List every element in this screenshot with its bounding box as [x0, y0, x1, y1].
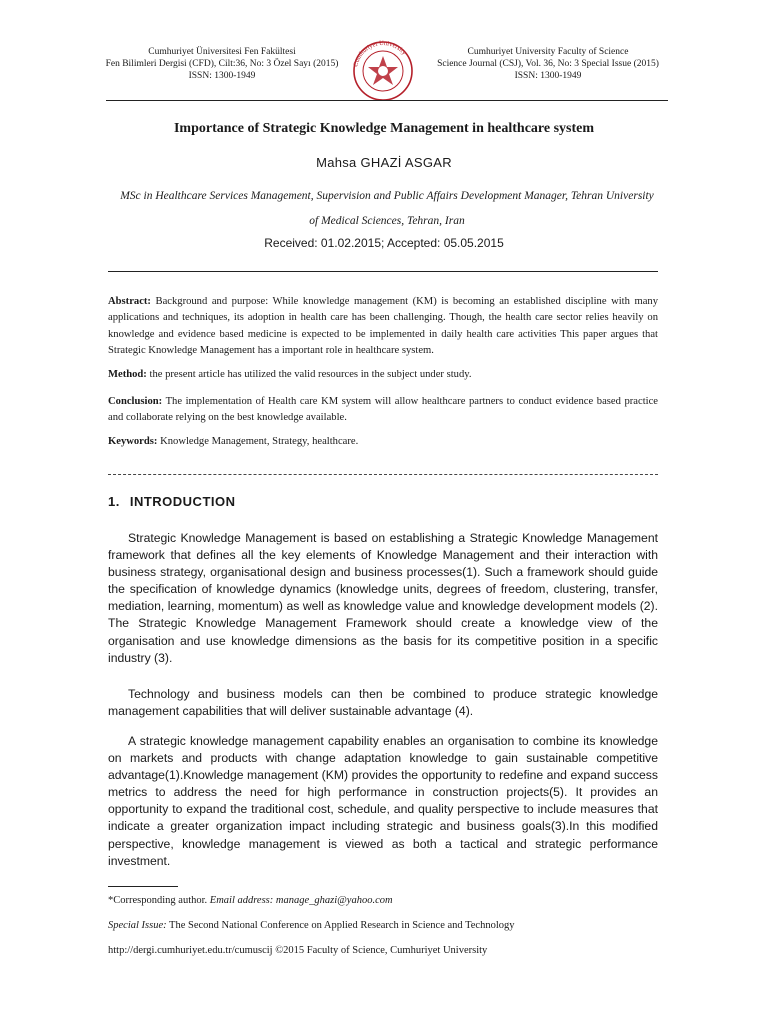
header-right-line3: ISSN: 1300-1949: [514, 71, 582, 81]
header-left-line1: Cumhuriyet Üniversitesi Fen Fakültesi: [148, 47, 296, 57]
email-label: Email address:: [209, 895, 274, 906]
conclusion-paragraph: [108, 394, 658, 427]
section-number: 1.: [108, 494, 120, 509]
keywords-label: Keywords:: [108, 436, 158, 447]
abstract-label: Abstract:: [108, 296, 151, 307]
abstract-paragraph: [108, 294, 658, 360]
corresponding-author-footnote: [108, 895, 668, 906]
abstract-top-divider: [108, 271, 658, 272]
body-paragraph-2: Technology and business models can then be combined to produce strategic knowledge management capabilities that will deliver sustainable advantage (4).: [108, 687, 658, 719]
author-name: Mahsa GHAZİ ASGAR: [316, 155, 452, 170]
conclusion-label: Conclusion:: [108, 396, 163, 407]
journal-header-left: [82, 46, 362, 82]
author-affiliation: [106, 184, 668, 234]
journal-header-right: [408, 46, 688, 82]
section-title: INTRODUCTION: [129, 494, 236, 509]
article-title: Importance of Strategic Knowledge Management in healthcare system: [173, 121, 595, 136]
special-issue-text: The Second National Conference on Applied Research in Science and Technology: [169, 920, 515, 931]
abstract-text: Background and purpose: While knowledge management (KM) is becoming an established discipline with many applications and techniques, its adoption in health care has been challenging. Though, the health care sector relies heavily on knowledge and evidence based medicine is expected to be implemented in daily health care activities This paper argues that Strategic Knowledge Management has a important role in healthcare system.: [108, 296, 658, 357]
body-paragraph-3: A strategic knowledge management capability enables an organisation to combine its knowledge on markets and products with change adaptation knowledge to gain sustainable competitive advantage(1).Knowledge management (KM) provides the opportunity to redefine and expand success metrics to address the need for high performance in construction projects(5). It provides an opportunity to expand the traditional cost, schedule, and quality perspective to include measures that indicate a greater organization impact including strategic and business goals(3).In this modified perspective, knowledge management is viewed as both a tactical and strategic performance investment.: [108, 734, 658, 868]
body-paragraph-1: Strategic Knowledge Management is based on establishing a Strategic Knowledge Management framework that defines all the key elements of Knowledge Management and their interaction with business strategy, organisational design and business processes(1). Such a framework should guide the specification of knowledge dynamics (knowledge units, degrees of freedom, clustering, transfer, mediation, learning, momentum) as well as knowledge value and knowledge development models (2). The Strategic Knowledge Management Framework should create a knowledge view of the organisation and use knowledge dimensions as the basis for its competitive position in a specific industry (3).: [108, 531, 658, 665]
section-heading: [108, 494, 246, 509]
keywords-text: Knowledge Management, Strategy, healthcare.: [160, 436, 359, 447]
special-issue-note: [108, 920, 668, 931]
logo-ring-text: Cumhuriyet University: [352, 40, 408, 68]
special-issue-label: Special Issue:: [108, 920, 167, 931]
page-footer[interactable]: http://dergi.cumhuriyet.edu.tr/cumuscij ©2015 Faculty of Science, Cumhuriyet University: [108, 945, 488, 956]
method-label: Method:: [108, 369, 147, 380]
header-divider: [106, 100, 668, 101]
keywords-paragraph: [108, 434, 658, 450]
footnote-divider: [108, 886, 178, 887]
affiliation-line1: MSc in Healthcare Services Management, Supervision and Public Affairs Development Manager, Tehran University: [120, 190, 654, 202]
header-right-line2: Science Journal (CSJ), Vol. 36, No: 3 Special Issue (2015): [437, 59, 659, 69]
affiliation-line2: of Medical Sciences, Tehran, Iran: [309, 215, 465, 227]
received-dates: Received: 01.02.2015; Accepted: 05.05.2015: [264, 236, 504, 250]
method-paragraph: [108, 367, 658, 383]
header-right-line1: Cumhuriyet University Faculty of Science: [467, 47, 629, 57]
abstract-bottom-divider: [108, 474, 658, 475]
header-left-line2: Fen Bilimleri Dergisi (CFD), Cilt:36, No: 3 Özel Sayı (2015): [105, 59, 339, 69]
email-link[interactable]: manage_ghazi@yahoo.com: [275, 895, 393, 906]
corresponding-prefix: *Corresponding author.: [108, 895, 208, 906]
header-left-line3: ISSN: 1300-1949: [188, 71, 256, 81]
conclusion-text: The implementation of Health care KM system will allow healthcare partners to conduct evidence based practice and collaborate relying on the best knowledge available.: [108, 396, 658, 424]
method-text: the present article has utilized the valid resources in the subject under study.: [149, 369, 472, 380]
